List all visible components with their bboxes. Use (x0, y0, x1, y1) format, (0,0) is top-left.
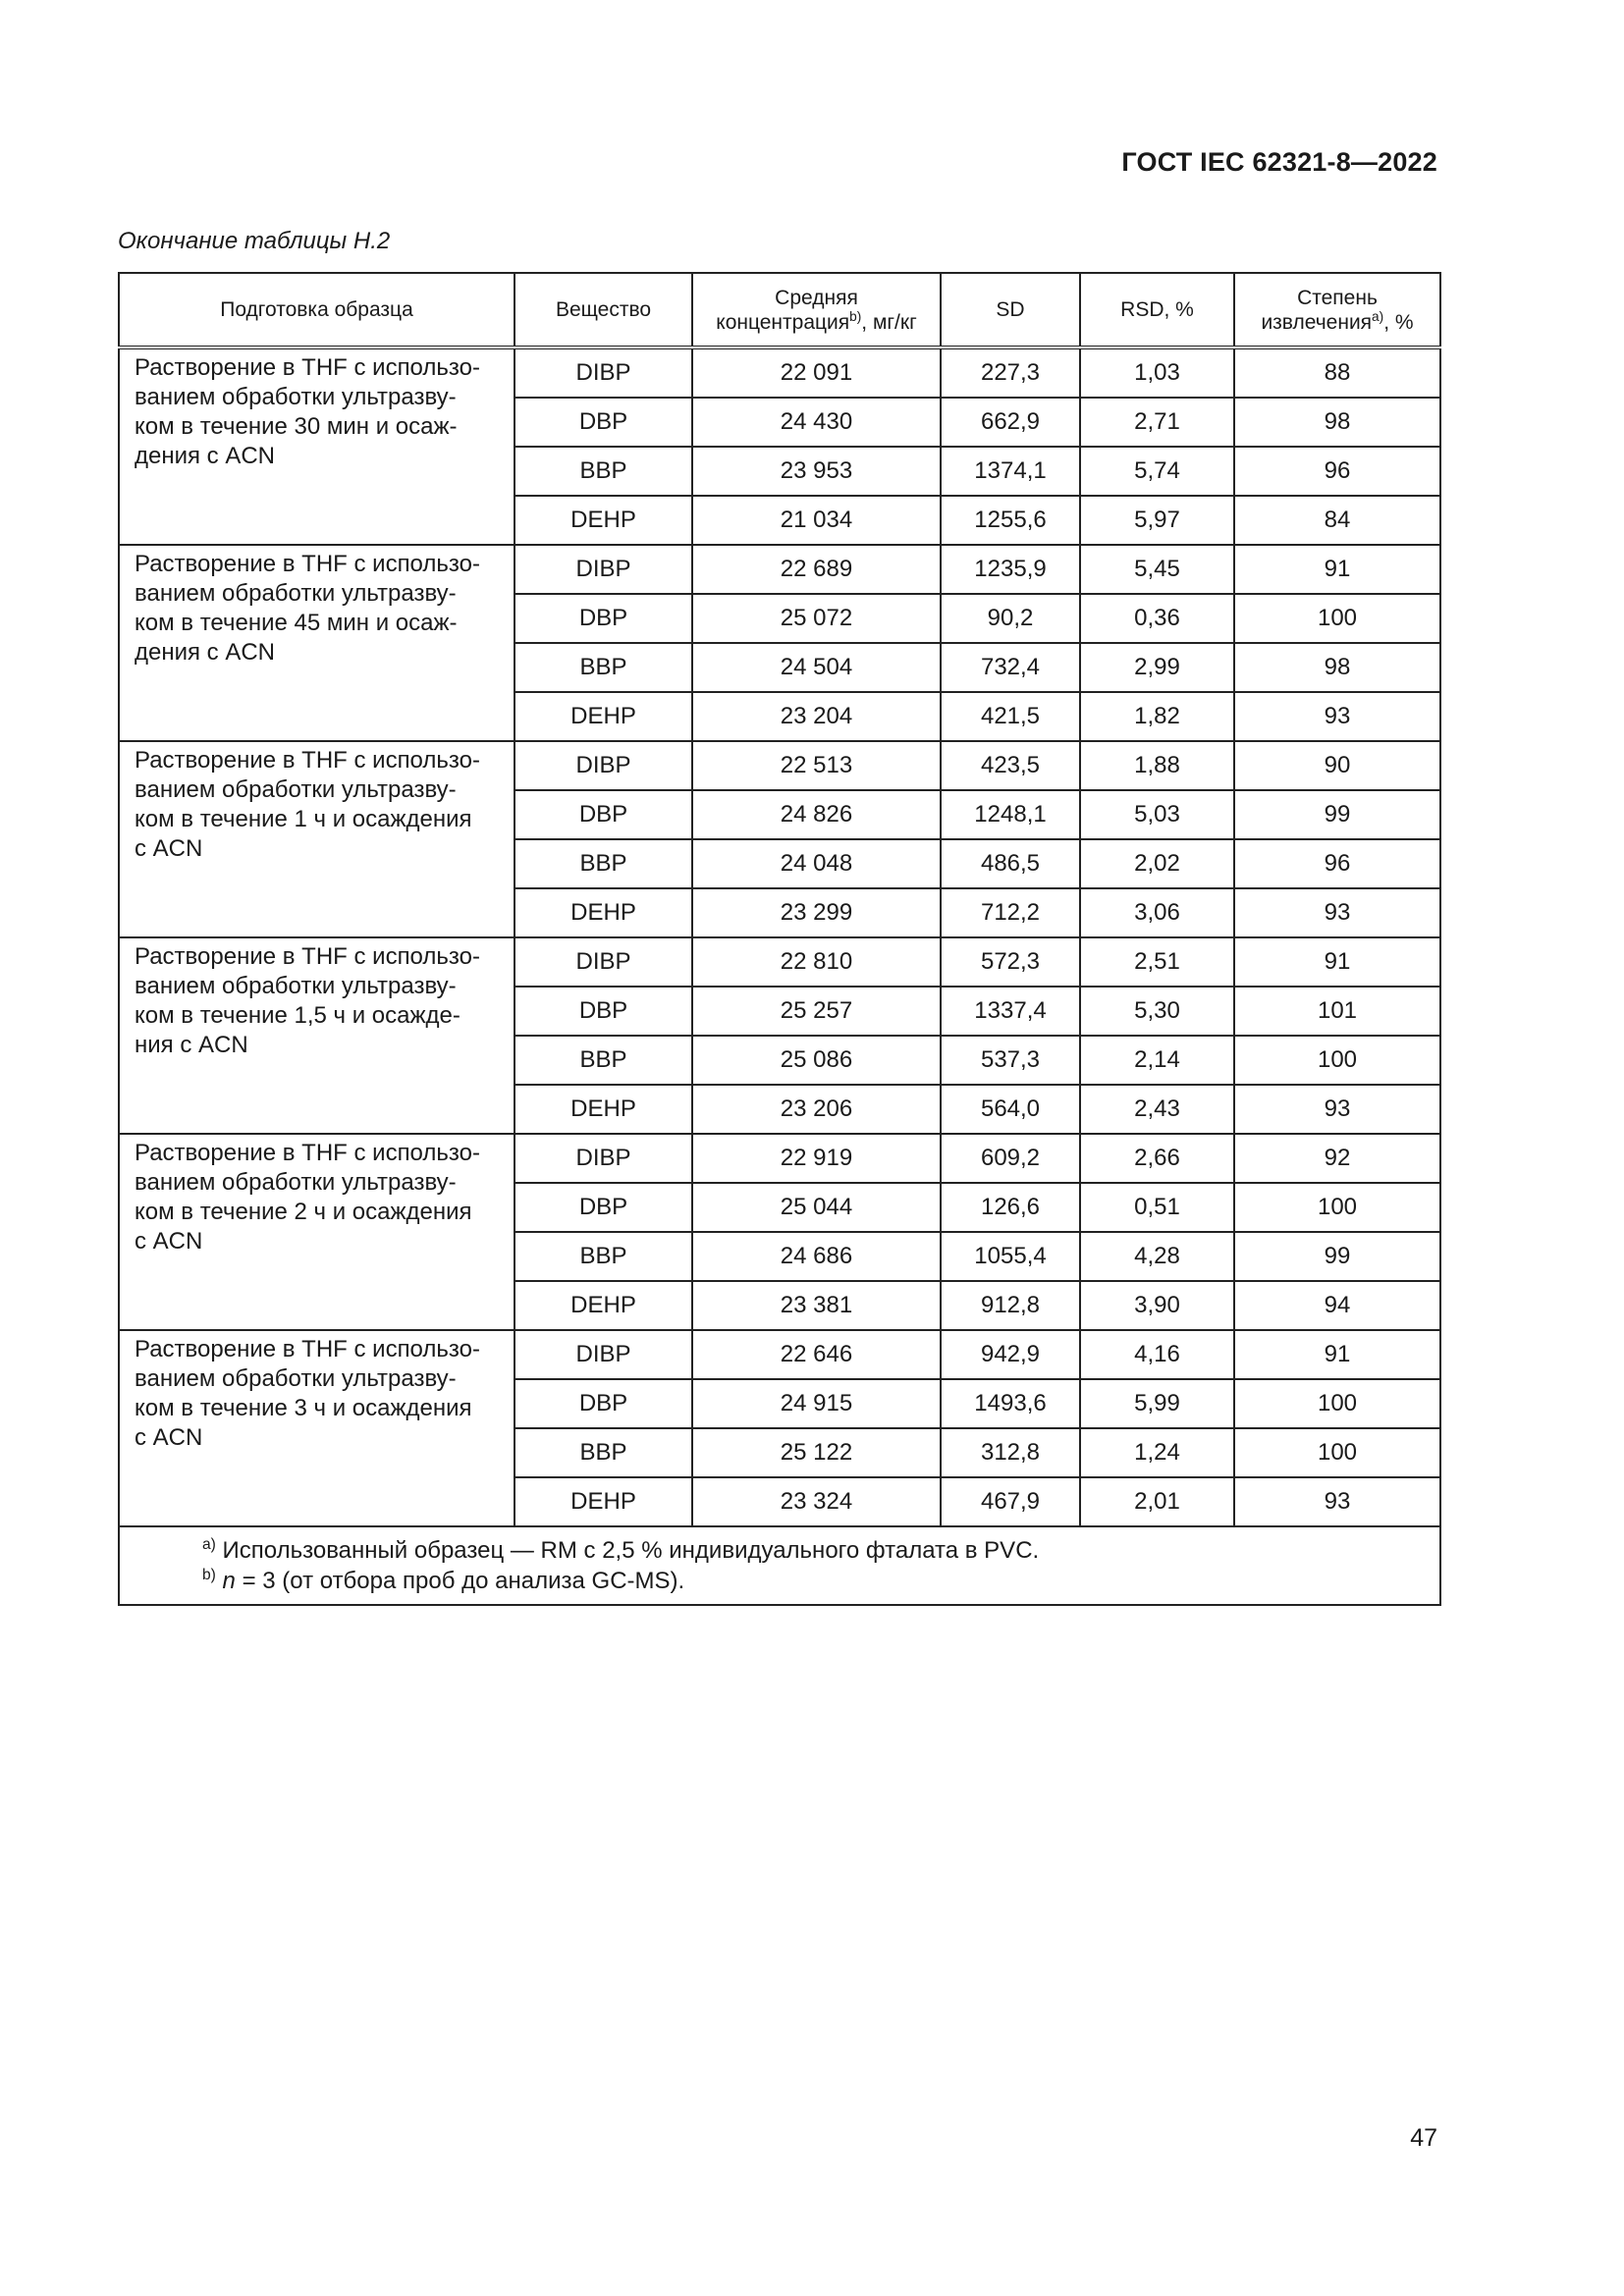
header-recovery-unit: , % (1383, 310, 1414, 334)
rsd-cell: 1,82 (1080, 692, 1234, 741)
recovery-cell: 100 (1234, 1379, 1440, 1428)
sd-cell: 572,3 (941, 937, 1080, 987)
rsd-cell: 1,24 (1080, 1428, 1234, 1477)
rsd-cell: 1,88 (1080, 741, 1234, 790)
table-row (119, 545, 1440, 594)
substance-cell: DIBP (514, 1330, 692, 1379)
sd-cell: 1374,1 (941, 447, 1080, 496)
substance-cell: DEHP (514, 1085, 692, 1134)
header-recovery-line1: Степень (1297, 286, 1378, 309)
preparation-line: ванием обработки ультразву- (135, 776, 457, 803)
preparation-line: Растворение в THF с использо- (135, 1336, 480, 1362)
sd-cell: 1235,9 (941, 545, 1080, 594)
concentration-cell: 22 919 (692, 1134, 941, 1183)
sd-cell: 423,5 (941, 741, 1080, 790)
rsd-cell: 3,06 (1080, 888, 1234, 937)
rsd-cell: 2,43 (1080, 1085, 1234, 1134)
concentration-cell: 24 826 (692, 790, 941, 839)
substance-cell: BBP (514, 1428, 692, 1477)
recovery-cell: 93 (1234, 692, 1440, 741)
sd-cell: 1493,6 (941, 1379, 1080, 1428)
recovery-cell: 91 (1234, 937, 1440, 987)
sd-cell: 662,9 (941, 398, 1080, 447)
substance-cell: BBP (514, 839, 692, 888)
rsd-cell: 5,97 (1080, 496, 1234, 545)
rsd-cell: 2,99 (1080, 643, 1234, 692)
preparation-cell (119, 545, 514, 741)
preparation-line: с ACN (135, 1424, 203, 1451)
recovery-cell: 90 (1234, 741, 1440, 790)
table-notes (119, 1526, 1440, 1605)
sd-cell: 467,9 (941, 1477, 1080, 1526)
rsd-cell: 4,28 (1080, 1232, 1234, 1281)
recovery-cell: 100 (1234, 1036, 1440, 1085)
substance-cell: DIBP (514, 545, 692, 594)
header-concentration-unit: , мг/кг (861, 310, 917, 334)
sd-cell: 912,8 (941, 1281, 1080, 1330)
concentration-cell: 24 504 (692, 643, 941, 692)
rsd-cell: 5,45 (1080, 545, 1234, 594)
substance-cell: DBP (514, 1183, 692, 1232)
note-b (202, 1566, 1420, 1596)
rsd-cell: 3,90 (1080, 1281, 1234, 1330)
table-row (119, 347, 1440, 398)
recovery-cell: 96 (1234, 839, 1440, 888)
preparation-cell (119, 1134, 514, 1330)
rsd-cell: 2,51 (1080, 937, 1234, 987)
note-a-marker: a) (202, 1536, 216, 1553)
sd-cell: 227,3 (941, 347, 1080, 398)
concentration-cell: 24 048 (692, 839, 941, 888)
rsd-cell: 2,66 (1080, 1134, 1234, 1183)
concentration-cell: 24 430 (692, 398, 941, 447)
sd-cell: 712,2 (941, 888, 1080, 937)
substance-cell: DBP (514, 790, 692, 839)
sd-cell: 1248,1 (941, 790, 1080, 839)
concentration-cell: 23 204 (692, 692, 941, 741)
preparation-line: Растворение в THF с использо- (135, 943, 480, 970)
concentration-cell: 23 953 (692, 447, 941, 496)
header-preparation: Подготовка образца (119, 273, 514, 347)
table-body (119, 347, 1440, 1526)
concentration-cell: 22 091 (692, 347, 941, 398)
concentration-cell: 22 646 (692, 1330, 941, 1379)
sd-cell: 942,9 (941, 1330, 1080, 1379)
substance-cell: DEHP (514, 1281, 692, 1330)
preparation-line: ванием обработки ультразву- (135, 580, 457, 607)
header-rsd: RSD, % (1080, 273, 1234, 347)
substance-cell: DEHP (514, 496, 692, 545)
sd-cell: 312,8 (941, 1428, 1080, 1477)
preparation-line: ванием обработки ультразву- (135, 384, 457, 410)
recovery-cell: 92 (1234, 1134, 1440, 1183)
recovery-cell: 91 (1234, 545, 1440, 594)
concentration-cell: 25 072 (692, 594, 941, 643)
sd-cell: 90,2 (941, 594, 1080, 643)
substance-cell: DBP (514, 398, 692, 447)
sd-cell: 564,0 (941, 1085, 1080, 1134)
preparation-cell (119, 347, 514, 545)
rsd-cell: 5,99 (1080, 1379, 1234, 1428)
preparation-line: с ACN (135, 835, 203, 862)
sd-cell: 1255,6 (941, 496, 1080, 545)
substance-cell: BBP (514, 447, 692, 496)
table-row (119, 741, 1440, 790)
preparation-line: дения с ACN (135, 639, 276, 666)
recovery-cell: 96 (1234, 447, 1440, 496)
concentration-cell: 24 915 (692, 1379, 941, 1428)
preparation-line: ком в течение 45 мин и осаж- (135, 610, 458, 636)
header-recovery-label: извлечения (1261, 310, 1373, 334)
footnote-ref-b: b) (849, 308, 862, 324)
sd-cell: 1055,4 (941, 1232, 1080, 1281)
recovery-cell: 98 (1234, 398, 1440, 447)
table-header-row (119, 273, 1440, 347)
recovery-cell: 88 (1234, 347, 1440, 398)
recovery-cell: 100 (1234, 1428, 1440, 1477)
substance-cell: DIBP (514, 1134, 692, 1183)
substance-cell: DIBP (514, 741, 692, 790)
substance-cell: DEHP (514, 692, 692, 741)
sd-cell: 537,3 (941, 1036, 1080, 1085)
table-row (119, 937, 1440, 987)
preparation-line: ком в течение 1,5 ч и осажде- (135, 1002, 460, 1029)
preparation-cell (119, 937, 514, 1134)
concentration-cell: 22 689 (692, 545, 941, 594)
sd-cell: 486,5 (941, 839, 1080, 888)
concentration-cell: 23 324 (692, 1477, 941, 1526)
rsd-cell: 5,30 (1080, 987, 1234, 1036)
table-caption: Окончание таблицы Н.2 (118, 228, 391, 254)
table-row (119, 1134, 1440, 1183)
header-concentration-line1: Средняя (775, 286, 858, 309)
recovery-cell: 94 (1234, 1281, 1440, 1330)
sd-cell: 609,2 (941, 1134, 1080, 1183)
recovery-cell: 84 (1234, 496, 1440, 545)
preparation-line: ванием обработки ультразву- (135, 1169, 457, 1196)
preparation-line: ком в течение 1 ч и осаждения (135, 806, 472, 832)
substance-cell: DEHP (514, 888, 692, 937)
note-b-text: = 3 (от отбора проб до анализа GC-MS). (235, 1568, 685, 1594)
rsd-cell: 0,51 (1080, 1183, 1234, 1232)
preparation-line: ком в течение 30 мин и осаж- (135, 413, 458, 440)
substance-cell: DIBP (514, 347, 692, 398)
recovery-cell: 93 (1234, 1477, 1440, 1526)
rsd-cell: 0,36 (1080, 594, 1234, 643)
concentration-cell: 22 810 (692, 937, 941, 987)
preparation-line: ния с ACN (135, 1032, 248, 1058)
recovery-cell: 100 (1234, 594, 1440, 643)
notes-row (119, 1526, 1440, 1605)
substance-cell: DBP (514, 594, 692, 643)
rsd-cell: 4,16 (1080, 1330, 1234, 1379)
header-concentration (692, 273, 941, 347)
recovery-cell: 91 (1234, 1330, 1440, 1379)
preparation-cell (119, 1330, 514, 1526)
rsd-cell: 2,02 (1080, 839, 1234, 888)
concentration-cell: 23 299 (692, 888, 941, 937)
concentration-cell: 22 513 (692, 741, 941, 790)
rsd-cell: 2,71 (1080, 398, 1234, 447)
preparation-line: дения с ACN (135, 443, 276, 469)
recovery-cell: 93 (1234, 1085, 1440, 1134)
concentration-cell: 25 044 (692, 1183, 941, 1232)
table-row (119, 1330, 1440, 1379)
concentration-cell: 23 381 (692, 1281, 941, 1330)
concentration-cell: 23 206 (692, 1085, 941, 1134)
preparation-line: Растворение в THF с использо- (135, 747, 480, 774)
substance-cell: DIBP (514, 937, 692, 987)
sd-cell: 421,5 (941, 692, 1080, 741)
recovery-cell: 98 (1234, 643, 1440, 692)
substance-cell: BBP (514, 643, 692, 692)
note-b-marker: b) (202, 1567, 216, 1583)
recovery-cell: 100 (1234, 1183, 1440, 1232)
recovery-cell: 99 (1234, 790, 1440, 839)
sd-cell: 732,4 (941, 643, 1080, 692)
footnote-ref-a: a) (1372, 308, 1384, 324)
concentration-cell: 24 686 (692, 1232, 941, 1281)
rsd-cell: 2,14 (1080, 1036, 1234, 1085)
concentration-cell: 25 257 (692, 987, 941, 1036)
concentration-cell: 25 086 (692, 1036, 941, 1085)
substance-cell: BBP (514, 1232, 692, 1281)
document-code: ГОСТ IEC 62321-8—2022 (1121, 147, 1437, 177)
concentration-cell: 21 034 (692, 496, 941, 545)
preparation-line: Растворение в THF с использо- (135, 551, 480, 577)
preparation-line: ком в течение 2 ч и осаждения (135, 1199, 472, 1225)
sd-cell: 126,6 (941, 1183, 1080, 1232)
preparation-line: с ACN (135, 1228, 203, 1255)
concentration-cell: 25 122 (692, 1428, 941, 1477)
note-b-variable: n (222, 1568, 236, 1594)
preparation-cell (119, 741, 514, 937)
substance-cell: DEHP (514, 1477, 692, 1526)
results-table (118, 272, 1441, 1606)
preparation-line: Растворение в THF с использо- (135, 354, 480, 381)
recovery-cell: 99 (1234, 1232, 1440, 1281)
preparation-line: ванием обработки ультразву- (135, 973, 457, 999)
preparation-line: ком в течение 3 ч и осаждения (135, 1395, 472, 1421)
note-a-text: Использованный образец — RM с 2,5 % индивидуального фталата в PVC. (215, 1537, 1040, 1564)
page-number: 47 (1410, 2124, 1437, 2152)
substance-cell: DBP (514, 1379, 692, 1428)
header-substance: Вещество (514, 273, 692, 347)
note-a (202, 1535, 1420, 1566)
substance-cell: DBP (514, 987, 692, 1036)
preparation-line: Растворение в THF с использо- (135, 1140, 480, 1166)
recovery-cell: 101 (1234, 987, 1440, 1036)
rsd-cell: 5,74 (1080, 447, 1234, 496)
rsd-cell: 1,03 (1080, 347, 1234, 398)
header-sd: SD (941, 273, 1080, 347)
preparation-line: ванием обработки ультразву- (135, 1365, 457, 1392)
sd-cell: 1337,4 (941, 987, 1080, 1036)
rsd-cell: 2,01 (1080, 1477, 1234, 1526)
rsd-cell: 5,03 (1080, 790, 1234, 839)
header-concentration-label: концентрация (716, 310, 850, 334)
substance-cell: BBP (514, 1036, 692, 1085)
recovery-cell: 93 (1234, 888, 1440, 937)
header-recovery (1234, 273, 1440, 347)
